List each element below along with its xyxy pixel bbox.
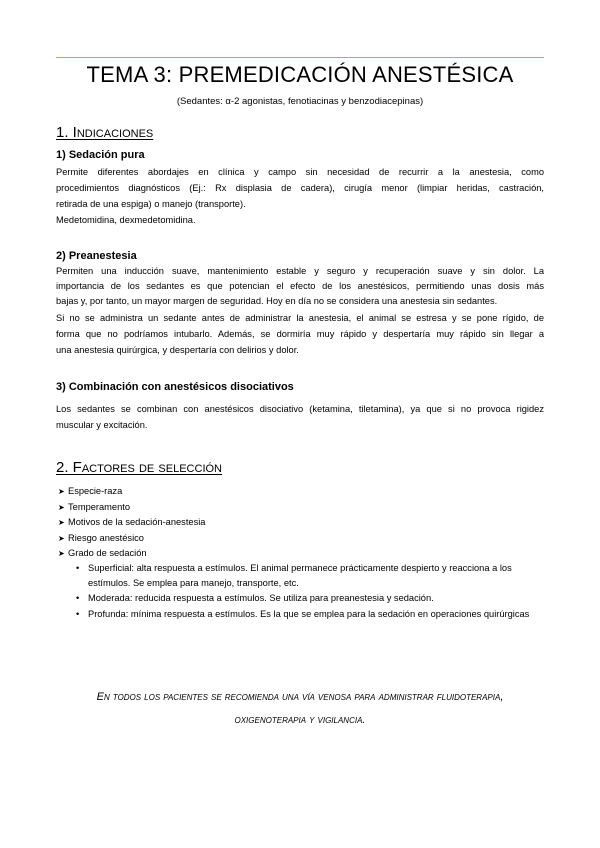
sublist-item	[76, 591, 544, 606]
footer-note	[56, 686, 544, 732]
sublist-item-text: Superficial: alta respuesta a estímulos. El animal permanece prácticamente despierto y reacciona a los estímulos. Se emplea para manejo, transporte, etc.	[88, 563, 512, 588]
sublist-item-text: Moderada: reducida respuesta a estímulos. Se utiliza para preanestesia y sedación.	[88, 593, 434, 603]
paragraph-sedacion-pura	[56, 164, 544, 228]
text-line: importancia de los sedantes es que potencian el efecto de los anestésicos, permitiendo unas dosis más	[56, 281, 544, 291]
text-line: retirada de una espiga) o manejo (transporte).	[56, 199, 246, 209]
paragraph-preanestesia-2	[56, 310, 544, 358]
arrow-bullet-icon: ➤	[58, 502, 65, 512]
list-item	[58, 546, 205, 562]
paragraph-preanestesia-1	[56, 264, 544, 309]
list-item	[58, 515, 205, 531]
text-line: una anestesia quirúrgica, y despertaría con delirios y dolor.	[56, 345, 299, 355]
list-item-label: Temperamento	[68, 501, 131, 512]
text-line: Medetomidina, dexmedetomidina.	[56, 215, 196, 225]
subheading-combinacion: 3) Combinación con anestésicos disociativos	[56, 381, 294, 393]
list-item	[58, 531, 205, 547]
sedation-grade-list	[76, 561, 544, 622]
section-heading-indicaciones: 1. Indicaciones	[56, 124, 154, 141]
list-item-label: Grado de sedación	[68, 548, 147, 558]
sublist-item	[76, 561, 544, 590]
sublist-item	[76, 607, 544, 622]
sublist-item-text: Profunda: mínima respuesta a estímulos. Es la que se emplea para la sedación en operaciones quirúrgicas	[88, 608, 530, 619]
text-line: Permiten una inducción suave, mantenimiento estable y seguro y recuperación suave y sin dolor. La	[56, 266, 544, 276]
paragraph-combinacion	[56, 401, 544, 433]
text-line: Permite diferentes abordajes en clínica y campo sin necesidad de recurrir a la anestesia, como	[56, 167, 544, 177]
bullet-dot-icon: •	[76, 563, 80, 573]
section-heading-factores: 2. Factores de selección	[56, 459, 223, 476]
list-item-label: Especie-raza	[68, 486, 123, 496]
footer-line: oxigenoterapia y vigilancia.	[234, 714, 366, 726]
arrow-bullet-icon: ➤	[58, 518, 65, 527]
subheading-preanestesia: 2) Preanestesia	[56, 250, 137, 262]
page-title: TEMA 3: PREMEDICACIÓN ANESTÉSICA	[86, 62, 514, 87]
arrow-bullet-icon: ➤	[58, 487, 65, 496]
page-subtitle: (Sedantes: α-2 agonistas, fenotiacinas y benzodiacepinas)	[176, 96, 424, 107]
text-line: muscular y excitación.	[56, 420, 148, 430]
text-line: Si no se administra un sedante antes de administrar la anestesia, el animal se estresa y se pone rígido, de	[56, 313, 544, 323]
arrow-bullet-icon: ➤	[58, 533, 65, 543]
list-item	[58, 500, 205, 516]
bullet-dot-icon: •	[76, 593, 80, 603]
footer-line: En todos los pacientes se recomienda una vía venosa para administrar fluidoterapia,	[96, 691, 504, 703]
text-line: procedimientos diagnósticos (Ej.: Rx displasia de cadera), cirugía menor (limpiar heridas, castración,	[56, 183, 544, 193]
list-item-label: Riesgo anestésico	[68, 532, 144, 543]
list-item-label: Motivos de la sedación-anestesia	[68, 517, 206, 527]
subheading-sedacion-pura: 1) Sedación pura	[56, 149, 145, 161]
list-item	[58, 484, 205, 500]
text-line: forma que no podríamos intubarlo. Además, se dormiría muy rápido y despertaría muy rápido sin llegar a	[56, 329, 544, 339]
text-line: Los sedantes se combinan con anestésicos disociativo (ketamina, tiletamina), ya que si no provoca rigidez	[56, 404, 544, 414]
arrow-bullet-icon: ➤	[58, 549, 65, 558]
text-line: bajas y, por tanto, un mayor margen de seguridad. Hoy en día no se considera una anestesia sin sedantes.	[56, 296, 498, 306]
bullet-dot-icon: •	[76, 608, 80, 619]
factors-list	[58, 484, 205, 562]
header-rule	[56, 57, 544, 58]
